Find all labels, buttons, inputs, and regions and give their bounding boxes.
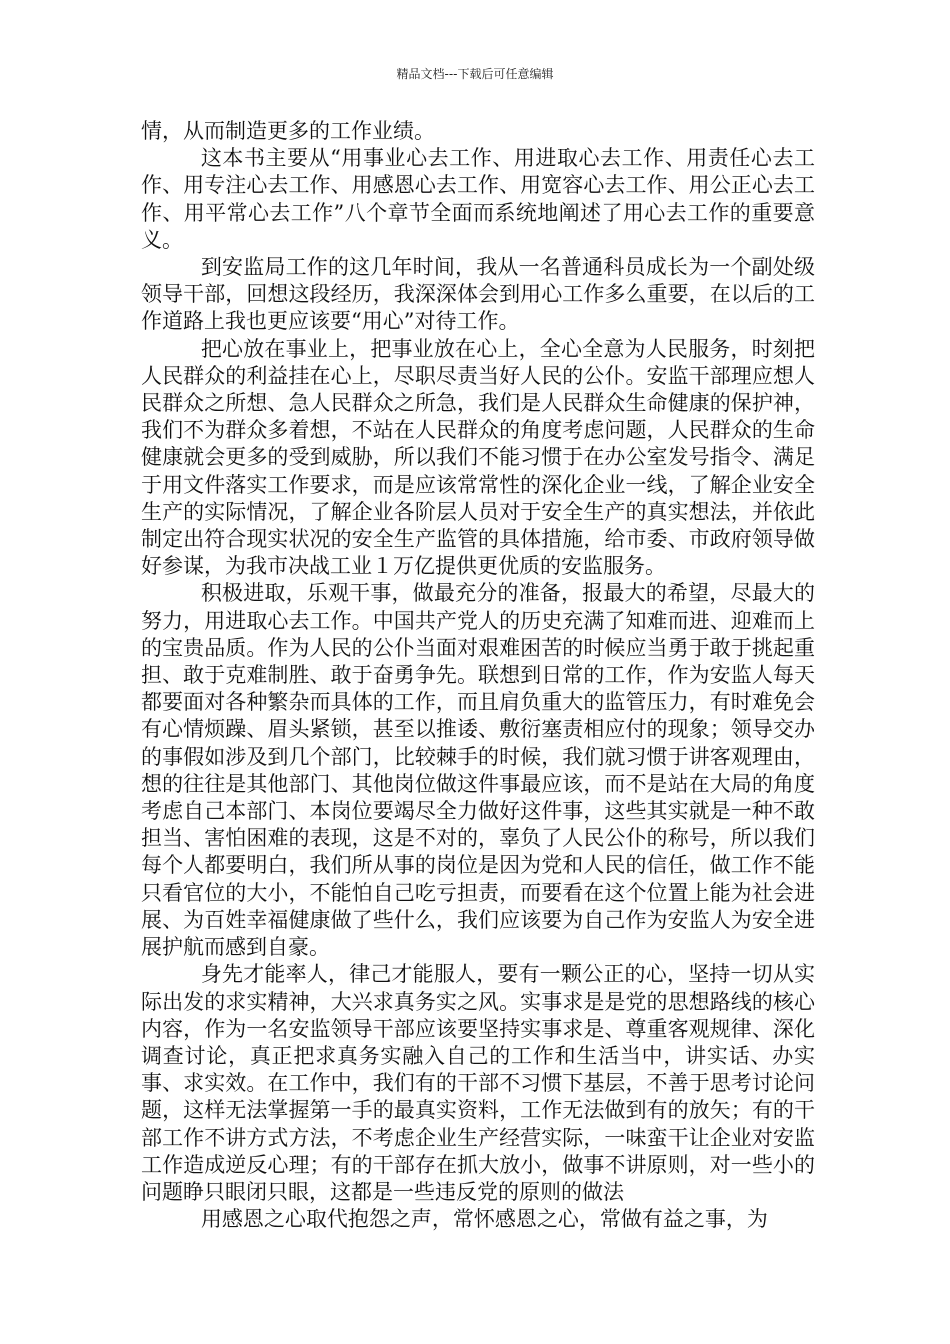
paragraph-2: 这本书主要从“用事业心去工作、用进取心去工作、用责任心去工作、用专注心去工作、用感恩心去工作、用宽容心去工作、用公正心去工作、用平常心去工作”八个章节全面而系统地阐述了用心去工作的重要意义。 (141, 146, 815, 252)
paragraph-6: 身先才能率人，律己才能服人，要有一颗公正的心，坚持一切从实际出发的求实精神，大兴求真务实之风。实事求是是党的思想路线的核心内容，作为一名安监领导干部应该要坚持实事求是、尊重客观规律、深化调查讨论，真正把求真务实融入自己的工作和生活当中，讲实话、办实事、求实效。在工作中，我们有的干部不习惯下基层，不善于思考讨论问题，这样无法掌握第一手的最真实资料，工作无法做到有的放矢；有的干部工作不讲方式方法，不考虑企业生产经营实际，一味蛮干让企业对安监工作造成逆反心理；有的干部存在抓大放小，做事不讲原则，对一些小的问题睁只眼闭只眼，这都是一些违反党的原则的做法 (141, 962, 815, 1204)
document-body (141, 118, 815, 1233)
paragraph-5: 积极进取，乐观干事，做最充分的准备，报最大的希望，尽最大的努力，用进取心去工作。中国共产党人的历史充满了知难而进、迎难而上的宝贵品质。作为人民的公仆当面对艰难困苦的时候应当勇于敢于挑起重担、敢于克难制胜、敢于奋勇争先。联想到日常的工作，作为安监人每天都要面对各种繁杂而具体的工作，而且肩负重大的监管压力，有时难免会有心情烦躁、眉头紧锁，甚至以推诿、敷衍塞责相应付的现象；领导交办的事假如涉及到几个部门，比较棘手的时候，我们就习惯于讲客观理由，想的往往是其他部门、其他岗位做这件事最应该，而不是站在大局的角度考虑自己本部门、本岗位要竭尽全力做好这件事，这些其实就是一种不敢担当、害怕困难的表现，这是不对的，辜负了人民公仆的称号，所以我们每个人都要明白，我们所从事的岗位是因为党和人民的信任，做工作不能只看官位的大小，不能怕自己吃亏担责，而要看在这个位置上能为社会进展、为百姓幸福健康做了些什么，我们应该要为自己作为安监人为安全进展护航而感到自豪。 (141, 581, 815, 960)
paragraph-3: 到安监局工作的这几年时间，我从一名普通科员成长为一个副处级领导干部，回想这段经历，我深深体会到用心工作多么重要，在以后的工作道路上我也更应该要“用心”对待工作。 (141, 255, 815, 334)
paragraph-4: 把心放在事业上，把事业放在心上，全心全意为人民服务，时刻把人民群众的利益挂在心上，尽职尽责当好人民的公仆。安监干部理应想人民群众之所想、急人民群众之所急，我们是人民群众生命健康的保护神，我们不为群众多着想，不站在人民群众的角度考虑问题，人民群众的生命健康就会更多的受到威胁，所以我们不能习惯于在办公室发号指令、满足于用文件落实工作要求，而是应该常常性的深化企业一线，了解企业安全生产的实际情况，了解企业各阶层人员对于安全生产的真实想法，并依此制定出符合现实状况的安全生产监管的具体措施，给市委、市政府领导做好参谋，为我市决战工业１万亿提供更优质的安监服务。 (141, 336, 815, 579)
paragraph-7: 用感恩之心取代抱怨之声，常怀感恩之心，常做有益之事，为 (200, 1207, 768, 1232)
paragraph-1: 情，从而制造更多的工作业绩。 (141, 119, 435, 143)
page-header: 精品文档---下载后可任意编辑 (396, 67, 554, 81)
